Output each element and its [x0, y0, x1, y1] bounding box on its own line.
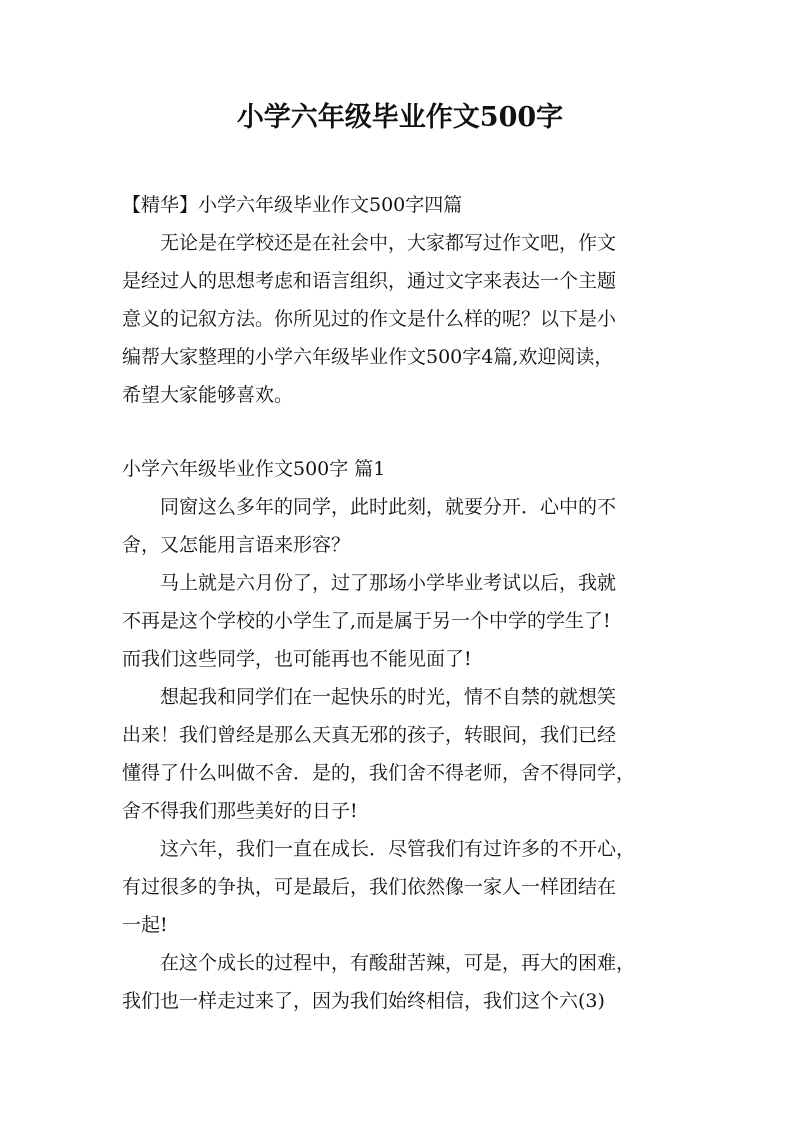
text-line: 出来！我们曾经是那么天真无邪的孩子，转眼间，我们已经 [122, 724, 617, 746]
text-line: 有过很多的争执，可是最后，我们依然像一家人一样团结在 [122, 876, 617, 898]
text-line: 编帮大家整理的小学六年级毕业作文500字4篇,欢迎阅读， [122, 346, 614, 368]
text-line: 在这个成长的过程中，有酸甜苦辣，可是，再大的困难， [160, 952, 636, 974]
text-line: 小学六年级毕业作文500字 篇1 [122, 458, 386, 480]
text-line: 懂得了什么叫做不舍．是的，我们舍不得老师，舍不得同学， [122, 762, 636, 784]
text-line: 这六年，我们一直在成长．尽管我们有过许多的不开心， [160, 838, 636, 860]
text-line: 同窗这么多年的同学，此时此刻，就要分开．心中的不 [160, 496, 617, 518]
text-line: 想起我和同学们在一起快乐的时光，情不自禁的就想笑 [160, 686, 617, 708]
document-body [122, 186, 680, 1020]
text-line: 意义的记叙方法。你所见过的作文是什么样的呢？以下是小 [122, 308, 617, 330]
text-line: 马上就是六月份了，过了那场小学毕业考试以后，我就 [160, 572, 617, 594]
text-line: 是经过人的思想考虑和语言组织，通过文字来表达一个主题 [122, 270, 617, 292]
text-line: 而我们这些同学，也可能再也不能见面了! [122, 648, 472, 670]
text-line: 我们也一样走过来了，因为我们始终相信，我们这个六(3) [122, 990, 605, 1012]
document-title: 小学六年级毕业作文500字 [236, 102, 564, 133]
text-line: 无论是在学校还是在社会中，大家都写过作文吧，作文 [160, 232, 617, 254]
text-line: 一起! [122, 914, 168, 936]
text-line: 希望大家能够喜欢。 [122, 384, 294, 406]
text-line: 舍不得我们那些美好的日子! [122, 800, 358, 822]
section-gap [122, 414, 680, 450]
text-line: 不再是这个学校的小学生了,而是属于另一个中学的学生了! [122, 610, 611, 632]
text-line: 舍，又怎能用言语来形容？ [122, 534, 351, 556]
text-line: 【精华】小学六年级毕业作文500字四篇 [122, 194, 463, 216]
